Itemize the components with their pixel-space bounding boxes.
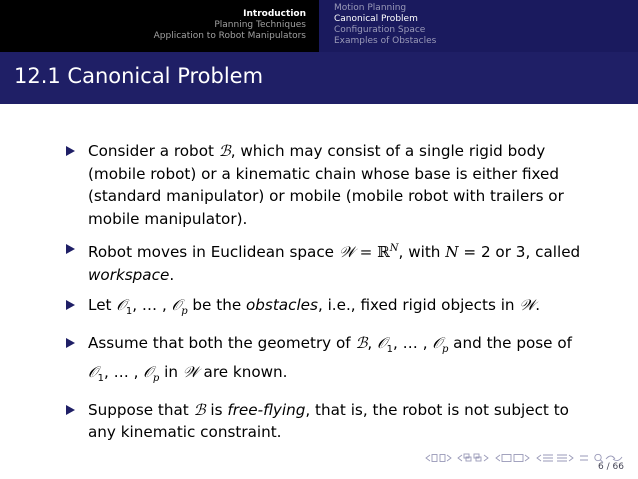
bullet-text: .	[169, 265, 175, 284]
math-superscript: N	[389, 243, 399, 254]
bullet-item	[66, 238, 586, 286]
math-symbol: ℬ	[355, 333, 368, 352]
bullet-text: , … ,	[132, 296, 172, 315]
math-subscript: p	[441, 343, 449, 355]
emphasized-term: free-flying	[227, 400, 306, 419]
bullet-text: Robot moves in Euclidean space	[88, 243, 339, 262]
math-symbol: ℬ	[193, 400, 206, 419]
nav-section-robot-manipulators[interactable]: Application to Robot Manipulators	[153, 31, 306, 41]
math-subscript: 1	[386, 343, 394, 355]
bullet-text: are known.	[198, 363, 288, 382]
bullet-text: Let	[88, 296, 117, 315]
nav-next-document-icon[interactable]	[557, 455, 573, 461]
nav-next-subsection-icon[interactable]	[474, 454, 488, 461]
section-navigation	[0, 0, 319, 52]
bullet-triangle-icon	[66, 405, 75, 415]
bullet-text: , that is, the robot is not subject to any kinematic constraint.	[88, 400, 569, 442]
nav-subsection-examples-of-obstacles[interactable]: Examples of Obstacles	[334, 36, 437, 46]
nav-section-planning-techniques[interactable]: Planning Techniques	[214, 20, 306, 30]
bullet-item	[66, 294, 586, 324]
nav-subsection-configuration-space[interactable]: Configuration Space	[334, 25, 426, 35]
math-symbol: 𝒪	[143, 363, 153, 382]
math-symbol: 𝒪	[116, 296, 126, 315]
nav-prev-section-icon[interactable]	[496, 455, 511, 462]
nav-align-icon[interactable]	[580, 456, 588, 460]
math-subscript: p	[181, 306, 188, 318]
bullet-item	[66, 140, 586, 230]
bullet-text: , which may consist of a single rigid body (mobile robot) or a kinematic chain whose base is either fixed (standard manipulator) or mobile (mobile robot with trailers or mobile manipulator).	[88, 142, 564, 228]
math-subscript: 1	[97, 373, 104, 385]
nav-section-introduction[interactable]: Introduction	[243, 9, 306, 19]
math-symbol: 𝒲	[182, 363, 199, 382]
bullet-text: , i.e., fixed rigid objects in	[317, 296, 520, 315]
frame-title: 12.1 Canonical Problem	[14, 64, 264, 88]
bullet-text: , … ,	[103, 363, 144, 382]
subsection-navigation	[319, 0, 638, 52]
bullet-text: Assume that both the geometry of	[88, 333, 356, 352]
slide-content	[66, 140, 586, 452]
bullet-text: , with	[398, 243, 446, 262]
bullet-text: , … ,	[393, 333, 433, 352]
math-symbol: 𝒲	[338, 243, 355, 262]
math-symbol: 𝒲	[519, 296, 536, 315]
bullet-text: in	[159, 363, 183, 382]
bullet-text: Suppose that	[88, 400, 194, 419]
bullet-triangle-icon	[66, 338, 75, 348]
nav-subsection-motion-planning[interactable]: Motion Planning	[334, 3, 407, 13]
bullet-item	[66, 332, 586, 391]
bullet-text: be the	[187, 296, 246, 315]
bullet-text: is	[205, 400, 228, 419]
math-subscript: p	[152, 373, 160, 385]
bullet-triangle-icon	[66, 146, 75, 156]
frame-title-bar	[0, 52, 638, 104]
math-symbol: = ℝ	[354, 243, 390, 262]
bullet-text: and the pose of	[448, 333, 572, 352]
bullet-text: Consider a robot	[88, 142, 219, 160]
math-symbol: ℬ	[218, 142, 231, 160]
math-symbol: 𝒪	[432, 333, 442, 352]
nav-next-frame-icon[interactable]	[440, 455, 451, 462]
nav-next-section-icon[interactable]	[514, 455, 529, 462]
slide-header	[0, 0, 638, 52]
math-subscript: 1	[125, 306, 133, 318]
nav-prev-document-icon[interactable]	[537, 455, 553, 461]
math-symbol: 𝒪	[88, 363, 98, 382]
nav-prev-frame-icon[interactable]	[426, 455, 437, 462]
bullet-text: .	[535, 296, 541, 315]
emphasized-term: workspace	[88, 265, 170, 284]
nav-subsection-canonical-problem[interactable]: Canonical Problem	[334, 14, 418, 24]
page-number: 6 / 66	[598, 462, 624, 472]
nav-prev-subsection-icon[interactable]	[458, 454, 471, 461]
emphasized-term: obstacles	[246, 296, 318, 315]
bullet-triangle-icon	[66, 244, 75, 254]
bullet-item	[66, 399, 586, 444]
bullet-text: = 2 or 3, called	[458, 243, 581, 262]
bullet-text: ,	[367, 333, 378, 352]
math-symbol: 𝒪	[377, 333, 387, 352]
math-symbol: N	[445, 243, 459, 262]
nav-back-forward-icon[interactable]	[606, 456, 622, 461]
bullet-triangle-icon	[66, 300, 75, 310]
math-symbol: 𝒪	[171, 296, 182, 315]
